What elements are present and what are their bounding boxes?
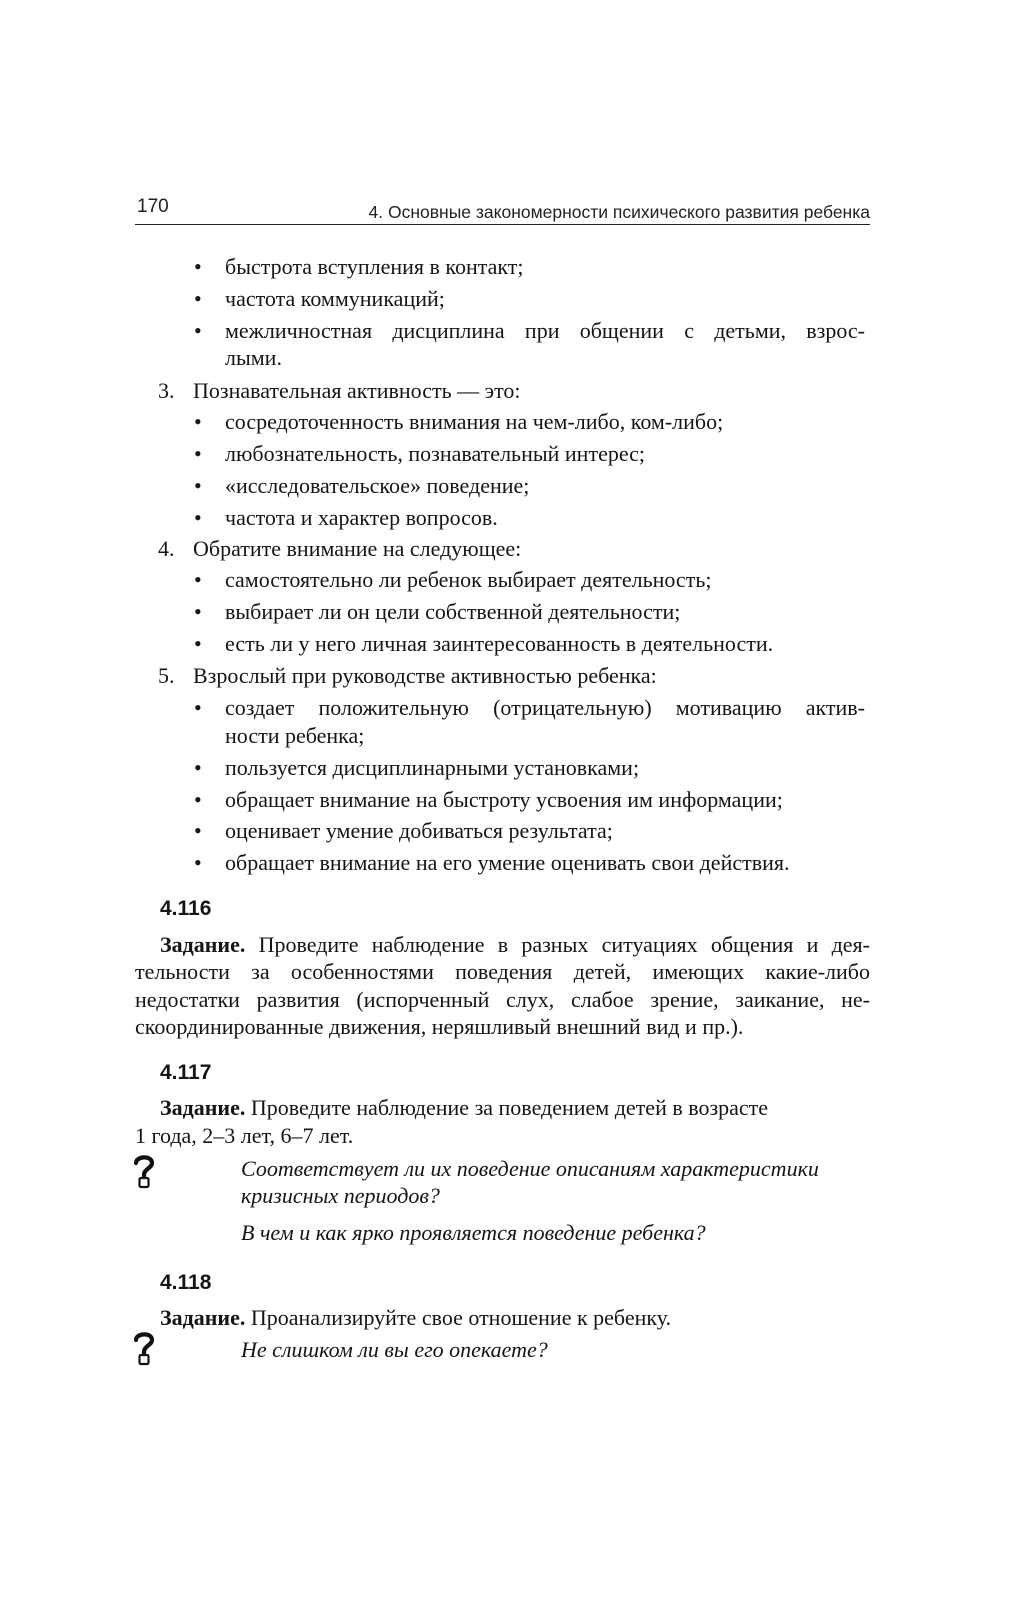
list-item: обращает внимание на быстроту усвоения им информации; bbox=[225, 787, 783, 812]
list-item: быстрота вступления в контакт; bbox=[225, 254, 524, 279]
bullet-marker: • bbox=[194, 505, 202, 530]
list-item: пользуется дисциплинарными установками; bbox=[225, 755, 640, 780]
running-header bbox=[135, 196, 870, 225]
task-line bbox=[160, 1095, 768, 1121]
list-number: 4. bbox=[158, 536, 175, 561]
bullet-marker: • bbox=[194, 818, 202, 843]
list-item: «исследовательское» поведение; bbox=[225, 473, 530, 498]
task-label: Задание. bbox=[160, 1305, 246, 1330]
list-number: 3. bbox=[158, 378, 175, 403]
bullet-marker: • bbox=[194, 567, 202, 592]
task-line: тельности за особенностями поведения детей, имеющих какие-либо bbox=[135, 959, 870, 984]
list-item: выбирает ли он цели собственной деятельности; bbox=[225, 599, 681, 624]
list-item: создает положительную (отрицательную) мотивацию актив- bbox=[225, 695, 865, 720]
bullet-marker: • bbox=[194, 441, 202, 466]
bullet-marker: • bbox=[194, 599, 202, 624]
bullet-marker: • bbox=[194, 787, 202, 812]
section-number: 4.116 bbox=[160, 897, 212, 920]
page-number: 170 bbox=[137, 196, 169, 217]
question-icon bbox=[130, 1152, 158, 1190]
list-item-heading: Познавательная активность — это: bbox=[193, 378, 521, 403]
list-item-heading: Взрослый при руководстве активностью ребенка: bbox=[193, 663, 657, 688]
bullet-marker: • bbox=[194, 286, 202, 311]
list-item: сосредоточенность внимания на чем-либо, ком-либо; bbox=[225, 409, 724, 434]
task-text: Проанализируйте свое отношение к ребенку. bbox=[245, 1305, 672, 1330]
task-label: Задание. bbox=[160, 1095, 246, 1120]
bullet-marker: • bbox=[194, 318, 202, 343]
list-item-heading: Обратите внимание на следующее: bbox=[193, 536, 522, 561]
bullet-marker: • bbox=[194, 695, 202, 720]
bullet-marker: • bbox=[194, 409, 202, 434]
question-icon bbox=[130, 1329, 158, 1367]
task-line: недостатки развития (испорченный слух, слабое зрение, заикание, не- bbox=[135, 987, 870, 1012]
task-line: 1 года, 2–3 лет, 6–7 лет. bbox=[135, 1123, 354, 1148]
section-number: 4.118 bbox=[160, 1271, 212, 1294]
question-text: Соответствует ли их поведение описаниям характеристики bbox=[241, 1156, 819, 1181]
task-text: Проведите наблюдение за поведением детей в возрасте bbox=[245, 1095, 769, 1120]
bullet-marker: • bbox=[194, 254, 202, 279]
question-text: кризисных периодов? bbox=[241, 1183, 440, 1208]
list-item: есть ли у него личная заинтересованность в деятельности. bbox=[225, 631, 774, 656]
list-item-continuation: ности ребенка; bbox=[225, 723, 365, 748]
list-item: частота коммуникаций; bbox=[225, 286, 445, 311]
task-line bbox=[160, 1305, 671, 1331]
bullet-marker: • bbox=[194, 755, 202, 780]
bullet-marker: • bbox=[194, 473, 202, 498]
task-label: Задание. bbox=[160, 932, 246, 957]
question-text: Не слишком ли вы его опекаете? bbox=[241, 1337, 548, 1362]
task-text: Проведите наблюдение в разных ситуациях общения и дея- bbox=[245, 932, 870, 957]
list-item: частота и характер вопросов. bbox=[225, 505, 498, 530]
task-line bbox=[160, 932, 870, 958]
list-item-continuation: лыми. bbox=[225, 345, 282, 370]
question-text: В чем и как ярко проявляется поведение ребенка? bbox=[241, 1220, 706, 1245]
list-item: любознательность, познавательный интерес; bbox=[225, 441, 646, 466]
bullet-marker: • bbox=[194, 631, 202, 656]
list-item: межличностная дисциплина при общении с детьми, взрос- bbox=[225, 318, 865, 343]
list-item: оценивает умение добиваться результата; bbox=[225, 818, 613, 843]
list-number: 5. bbox=[158, 663, 175, 688]
section-number: 4.117 bbox=[160, 1061, 212, 1084]
list-item: обращает внимание на его умение оценивать свои действия. bbox=[225, 850, 790, 875]
running-title: 4. Основные закономерности психического развития ребенка bbox=[368, 202, 870, 222]
list-item: самостоятельно ли ребенок выбирает деятельность; bbox=[225, 567, 712, 592]
bullet-marker: • bbox=[194, 850, 202, 875]
task-line: скоординированные движения, неряшливый внешний вид и пр.). bbox=[135, 1014, 744, 1039]
